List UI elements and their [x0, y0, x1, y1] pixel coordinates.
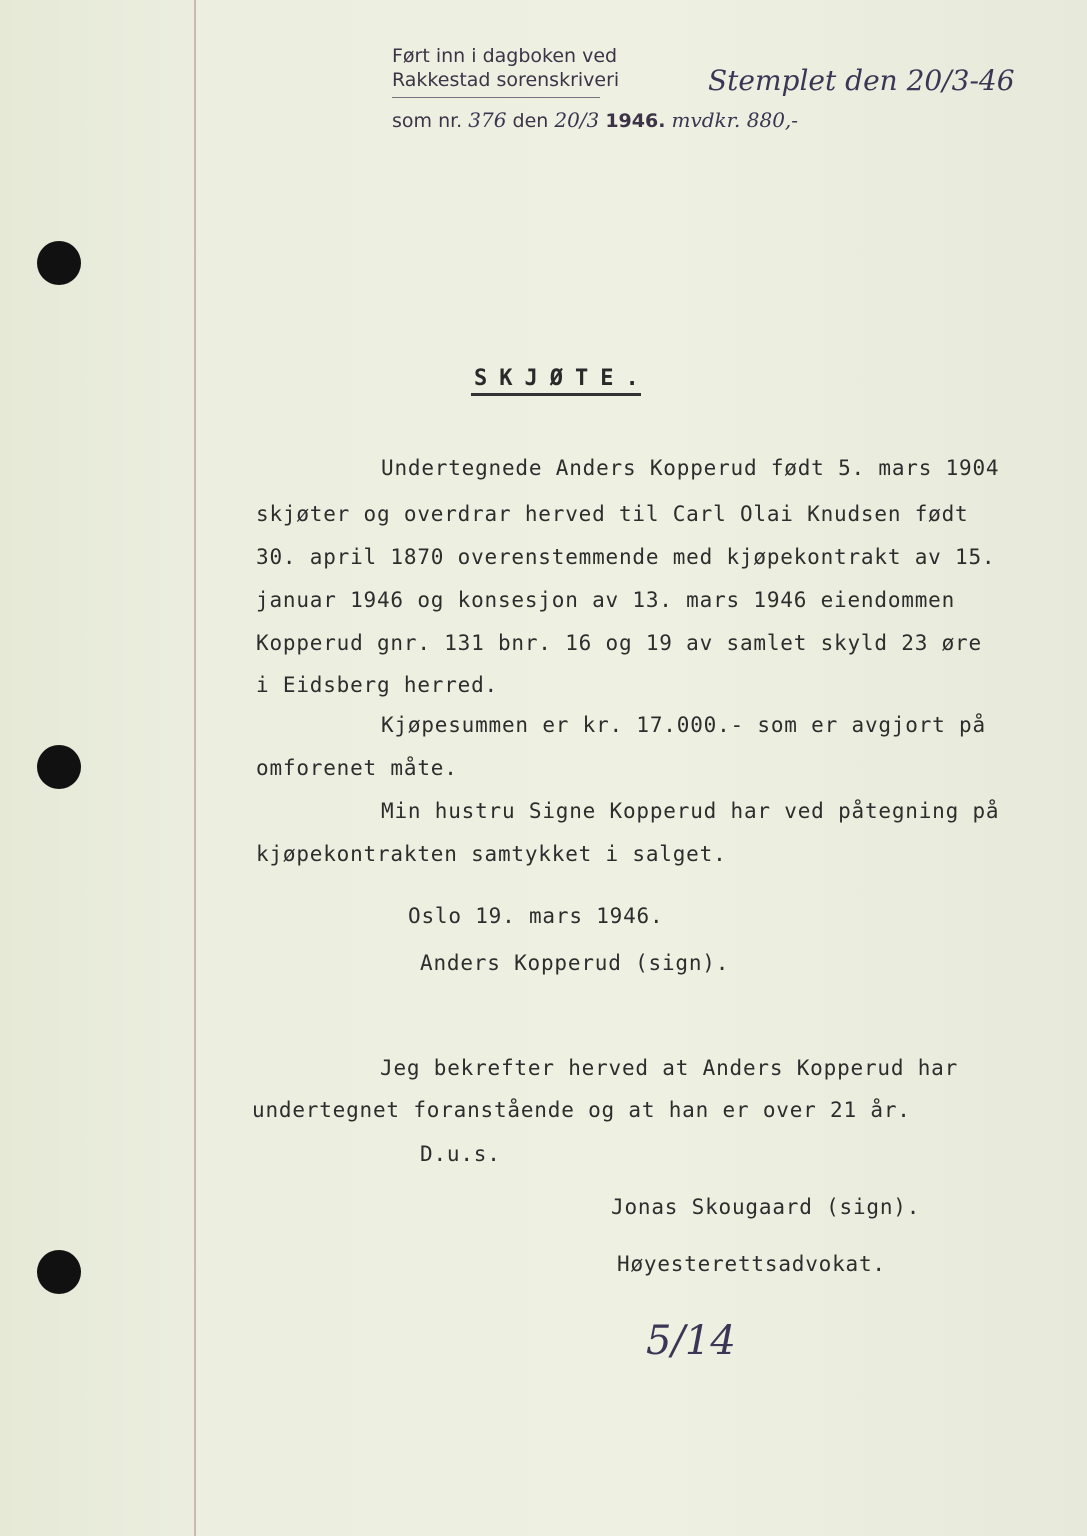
punch-hole — [37, 745, 81, 789]
punch-hole — [37, 241, 81, 285]
title-underline — [471, 393, 641, 396]
lawyer-signature: Jonas Skougaard (sign). — [611, 1195, 921, 1219]
stamp-prefix: som nr. — [392, 110, 463, 132]
body-line: omforenet måte. — [256, 756, 458, 780]
confirmation-line: Jeg bekrefter herved at Anders Kopperud har — [380, 1056, 959, 1080]
folio-mark: 5/14 — [646, 1318, 736, 1364]
seller-signature: Anders Kopperud (sign). — [420, 951, 730, 975]
stamp-date: 20/3 — [554, 108, 600, 132]
body-line: Kjøpesummen er kr. 17.000.- som er avgjort på — [381, 713, 986, 737]
margin-line — [194, 0, 196, 1536]
stamp-entry-number: 376 — [468, 108, 507, 132]
body-line: i Eidsberg herred. — [256, 673, 498, 697]
stamp-underline — [392, 97, 600, 98]
stamp-den: den — [512, 110, 549, 132]
stamp-line-1: Ført inn i dagboken ved — [392, 45, 618, 67]
stamp-line-2: Rakkestad sorenskriveri — [392, 69, 620, 91]
document-title: SKJØTE. — [474, 366, 651, 391]
dus-abbreviation: D.u.s. — [420, 1142, 501, 1166]
body-line: Undertegnede Anders Kopperud født 5. mars 1904 — [381, 456, 1000, 480]
confirmation-line: undertegnet foranstående og at han er over 21 år. — [252, 1098, 911, 1122]
body-line: Min hustru Signe Kopperud har ved påtegning på — [381, 799, 1000, 823]
stamp-line-3 — [392, 108, 798, 133]
body-line: Kopperud gnr. 131 bnr. 16 og 19 av samlet skyld 23 øre — [256, 631, 982, 655]
stamp-fee: mvdkr. 880,- — [671, 108, 799, 132]
place-date: Oslo 19. mars 1946. — [408, 904, 664, 928]
stamp-year: 1946. — [605, 110, 666, 132]
lawyer-title: Høyesterettsadvokat. — [617, 1252, 886, 1276]
punch-hole — [37, 1250, 81, 1294]
body-line: kjøpekontrakten samtykket i salget. — [256, 842, 727, 866]
body-line: 30. april 1870 overenstemmende med kjøpekontrakt av 15. — [256, 545, 996, 569]
stamped-note: Stemplet den 20/3-46 — [708, 64, 1015, 97]
body-line: januar 1946 og konsesjon av 13. mars 1946 eiendommen — [256, 588, 956, 612]
body-line: skjøter og overdrar herved til Carl Olai Knudsen født — [256, 502, 969, 526]
